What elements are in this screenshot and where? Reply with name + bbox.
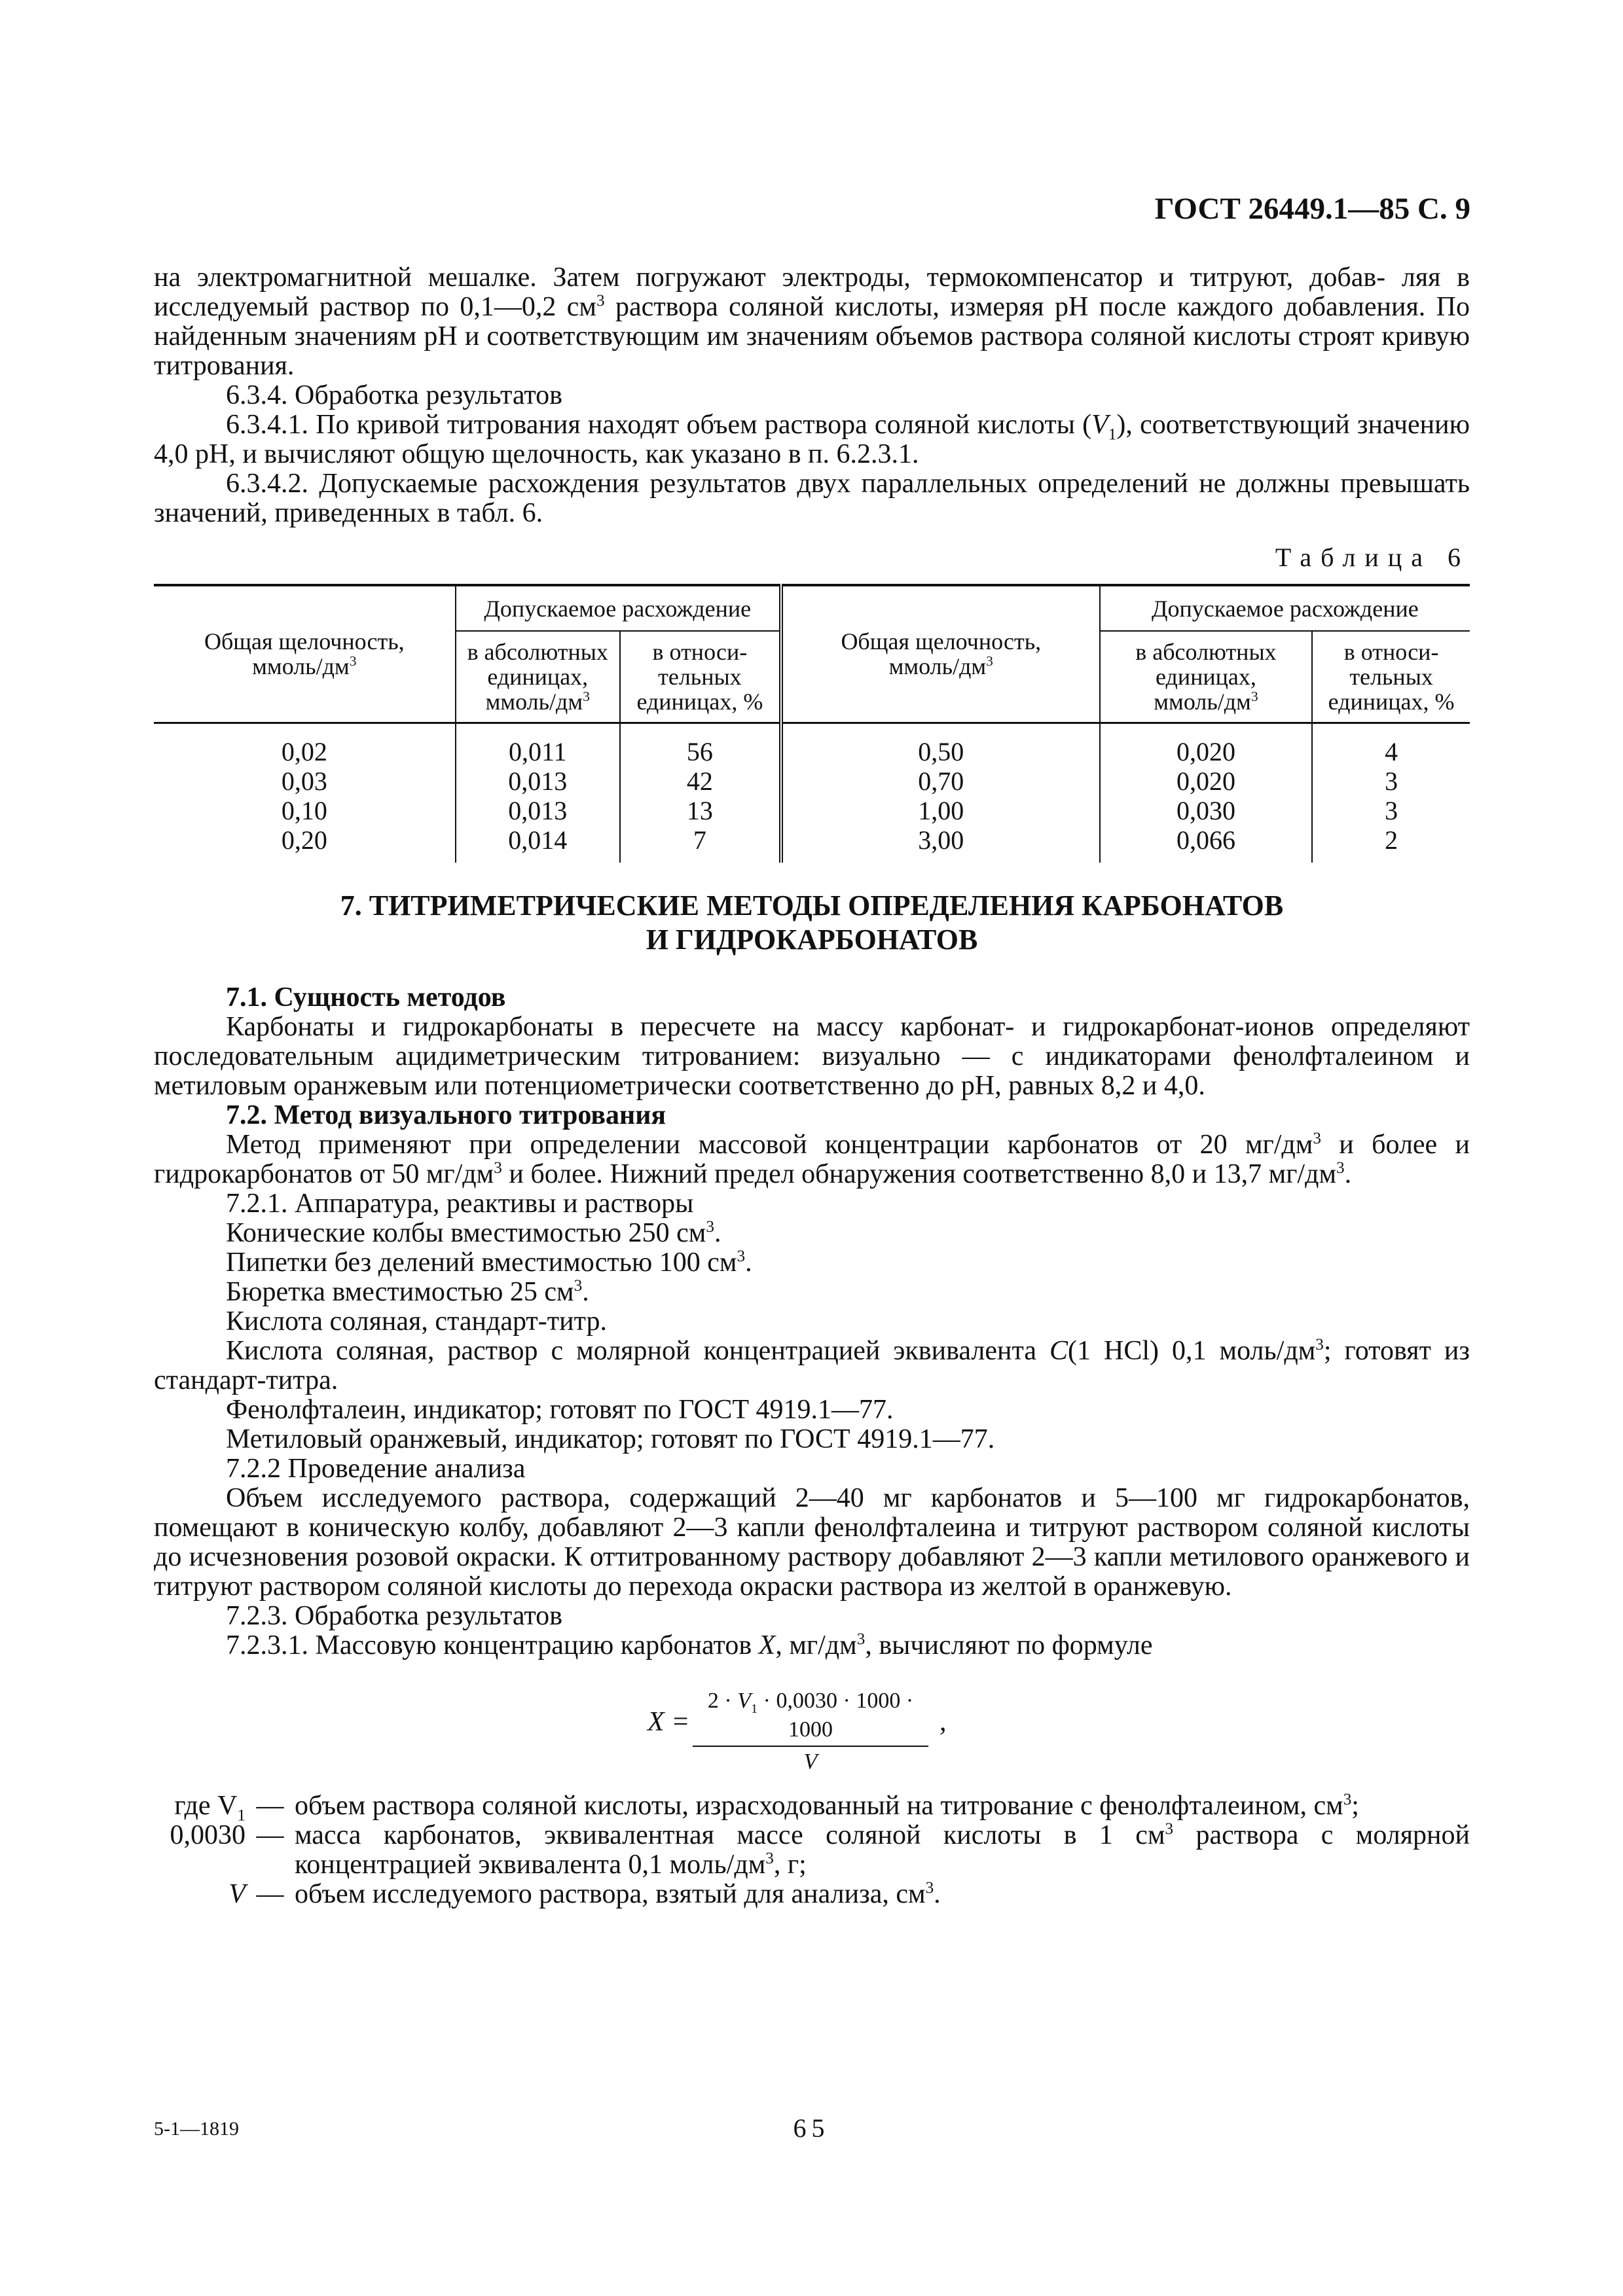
header-allowed-deviation-2: Допускаемое расхождение <box>1100 585 1470 631</box>
list-item: Фенолфталеин, индикатор; готовят по ГОСТ 4919.1—77. <box>226 1394 894 1425</box>
paragraph-6-3-4-2: 6.3.4.2. Допускаемые расхождения результатов двух параллельных определений не должны превышать значений, приведенных в табл. 6. <box>154 469 1470 528</box>
table-row: 0,10 0,013 13 1,00 0,030 3 <box>154 796 1470 825</box>
page-header: ГОСТ 26449.1—85 С. 9 <box>1154 192 1470 226</box>
heading-7-2-2: 7.2.2 Проведение анализа <box>226 1453 526 1484</box>
paragraph-7-2: Метод применяют при определении массовой концентрации карбонатов от 20 $мг/дм^3$ и более и гидрокарбонатов от 50 $мг/дм^3$ и более. Нижний предел обнаружения соответственно 8,0 и 13,7 $мг/дм^3$. <box>154 1129 1470 1189</box>
header-total-alkalinity-2: Общая щелочность, ммоль/$дм^3$ <box>781 585 1100 723</box>
header-total-alkalinity: Общая щелочность, ммоль/$дм^3$ <box>154 585 456 723</box>
header-allowed-deviation: Допускаемое расхождение <box>456 585 781 631</box>
list-item: Кислота соляная, раствор с молярной концентрацией эквивалента C(1 HCl) 0,1 моль/$дм^3$; готовят из стандарт-титра. <box>154 1335 1470 1395</box>
list-item: Кислота соляная, стандарт-титр. <box>226 1306 607 1336</box>
list-item: Конические колбы вместимостью 250 $см^3$. <box>226 1217 721 1248</box>
formula-comma: , <box>939 1706 947 1737</box>
paragraph-7-2-2: Объем исследуемого раствора, содержащий 2—40 мг карбонатов и 5—100 мг гидрокарбонатов, помещают в коническую колбу, добавляют 2—3 капли фенолфталеина и титруют раствором соляной кислоты до исчезновения розовой окраски. К оттитрованному раствору добавляют 2—3 капли метилового оранжевого и титруют раствором соляной кислоты до перехода окраски раствора из желтой в оранжевую. <box>154 1482 1470 1602</box>
table-row: 0,20 0,014 7 3,00 0,066 2 <box>154 825 1470 863</box>
formula-denominator: V <box>803 1749 818 1774</box>
heading-7-1: 7.1. Сущность методов <box>226 982 506 1013</box>
formula-fraction <box>693 1687 928 1777</box>
paragraph-7-2-3-1: 7.2.3.1. Массовую концентрацию карбонатов X, $мг/дм^3$, вычисляют по формуле <box>226 1630 1153 1660</box>
table-row: 0,02 0,011 56 0,50 0,020 4 <box>154 723 1470 766</box>
list-item: Метиловый оранжевый, индикатор; готовят по ГОСТ 4919.1—77. <box>226 1424 995 1454</box>
variable-definitions <box>154 1791 1470 1909</box>
paragraph-continuation: на электромагнитной мешалке. Затем погружают электроды, термокомпенсатор и титруют, добав- ляя в исследуемый раствор по 0,1—0,2 $см^3$ раствора соляной кислоты, измеряя pH после каждого добавления. По найденным значениям pH и соответствующим им значениям объемов раствора соляной кислоты строят кривую титрования. <box>154 262 1470 381</box>
paragraph-6-3-4-1: 6.3.4.1. По кривой титрования находят объем раствора соляной кислоты $(V_1)$, соответствующий значению 4,0 pH, и вычисляют общую щелочность, как указано в п. 6.2.3.1. <box>154 410 1470 469</box>
formula-lhs: X = <box>647 1706 690 1737</box>
definition-row: 0,0030 — масса карбонатов, эквивалентная массе соляной кислоты в 1 $см^3$ раствора с молярной концентрацией эквивалента 0,1 моль/$дм^3$, г; <box>170 1820 1470 1880</box>
formula <box>154 1687 1470 1774</box>
table-6 <box>154 584 1470 863</box>
header-absolute-units-2: в абсолютных единицах, ммоль/$дм^3$ <box>1100 631 1313 723</box>
heading-7-2: 7.2. Метод визуального титрования <box>226 1100 666 1130</box>
definition-row: где $V_1$ — объем раствора соляной кислоты, израсходованный на титрование с фенолфталеином, $см^3$; <box>174 1790 1359 1824</box>
print-code: 5-1—1819 <box>154 2118 239 2140</box>
list-item: Бюретка вместимостью 25 $см^3$. <box>226 1276 589 1307</box>
paragraph-7-1: Карбонаты и гидрокарбонаты в пересчете на массу карбонат- и гидрокарбонат-ионов определяют последовательным ацидиметрическим титрованием: визуально — с индикаторами фенолфталеином и метиловым оранжевым или потенциометрически соответственно до pH, равных 8,2 и 4,0. <box>154 1011 1470 1101</box>
formula-numerator: $2 \cdot V_1 \cdot 0,0030 \cdot 1000 \cdot 1000$ <box>693 1687 928 1747</box>
table-caption: Таблица 6 <box>1275 543 1470 572</box>
subsection-6-3-4: 6.3.4. Обработка результатов <box>226 380 563 410</box>
definition-row: V — объем исследуемого раствора, взятый для анализа, $см^3$. <box>228 1878 941 1909</box>
table-row: 0,03 0,013 42 0,70 0,020 3 <box>154 766 1470 796</box>
heading-7-2-3: 7.2.3. Обработка результатов <box>226 1600 563 1631</box>
header-relative-units: в относи- тельных единицах, % <box>620 631 781 723</box>
section-7-title: 7. ТИТРИМЕТРИЧЕСКИЕ МЕТОДЫ ОПРЕДЕЛЕНИЯ КАРБОНАТОВ И ГИДРОКАРБОНАТОВ <box>340 889 1284 956</box>
list-item: Пипетки без делений вместимостью 100 $см^3$. <box>226 1247 752 1278</box>
page-number: 65 <box>793 2113 830 2143</box>
document-body <box>154 263 1470 1909</box>
header-relative-units-2: в относи- тельных единицах, % <box>1312 631 1470 723</box>
header-absolute-units: в абсолютных единицах, ммоль/$дм^3$ <box>456 631 620 723</box>
heading-7-2-1: 7.2.1. Аппаратура, реактивы и растворы <box>226 1188 694 1219</box>
